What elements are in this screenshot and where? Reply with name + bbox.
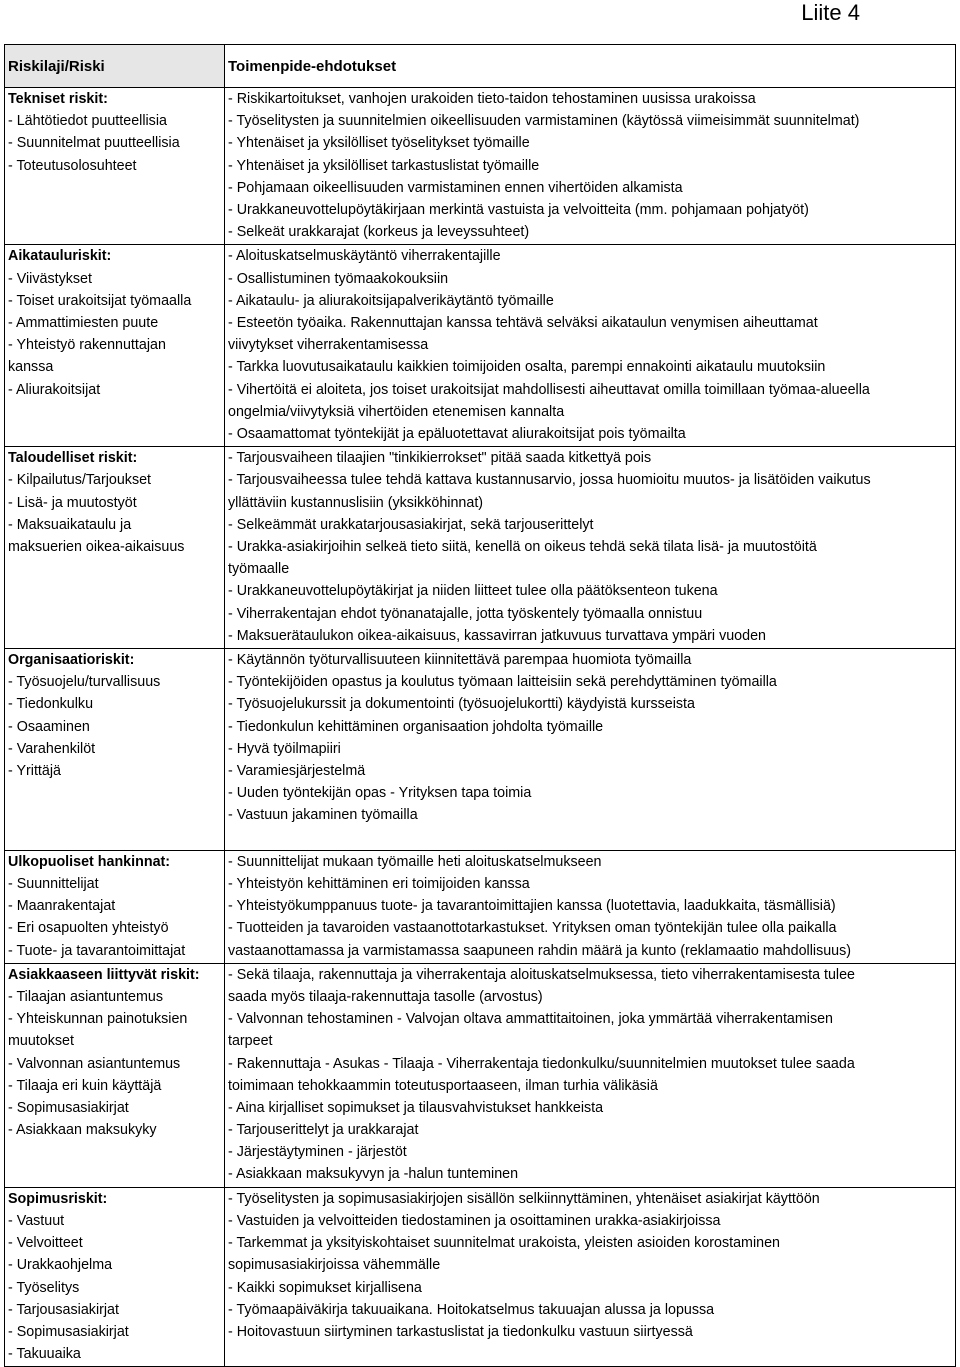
risk-item: - Työsuojelu/turvallisuus: [8, 674, 161, 691]
action-item: - Asiakkaan maksukyvyn ja -halun tunteminen: [228, 1166, 519, 1183]
action-item: - Hyvä työilmapiiri: [228, 740, 341, 757]
action-item: - Vastuun jakaminen työmailla: [228, 807, 418, 824]
table-row: [5, 1187, 956, 1367]
action-item: - Tuotteiden ja tavaroiden vastaanottotarkastukset. Yrityksen oman työntekijän tulee olla paikalla: [228, 920, 837, 937]
risk-category-title: Asiakkaaseen liittyvät riskit:: [8, 966, 200, 983]
risk-item: - Sopimusasiakirjat: [8, 1323, 129, 1340]
risk-item: - Yrittäjä: [8, 762, 61, 779]
risk-item: - Velvoitteet: [8, 1235, 83, 1252]
risk-table: [4, 44, 956, 1367]
risk-item: - Lähtötiedot puutteellisia: [8, 113, 167, 130]
risk-item: - Tarjousasiakirjat: [8, 1301, 119, 1318]
risk-item: - Vastuut: [8, 1212, 65, 1229]
risk-category-title: Taloudelliset riskit:: [8, 450, 138, 467]
action-item: - Aikataulu- ja aliurakoitsijapalverikäytäntö työmaille: [228, 292, 554, 309]
table-row: [5, 245, 956, 447]
action-cell: [225, 1187, 956, 1367]
action-item: - Urakka-asiakirjoihin selkeä tieto siitä, kenellä on oikeus tehdä sekä tilata lisä- ja muutostöitä: [228, 538, 817, 555]
action-item: ongelmia/viivytyksiä vihertöiden etenemisen kannalta: [228, 403, 565, 420]
action-item: saada myös tilaaja-rakennuttaja tasolle (arvostus): [228, 988, 543, 1005]
action-item: - Varamiesjärjestelmä: [228, 762, 366, 779]
header-actions: Toimenpide-ehdotukset: [225, 45, 956, 88]
action-item: vastaanottamassa ja varmistamassa saapuneen rahdin määrä ja kunto (reklamaatio mahdollisuus): [228, 942, 852, 959]
action-cell: [225, 648, 956, 850]
action-item: - Tarkka luovutusaikataulu kaikkien toimijoiden osalta, parempi ennakointi aikataulu muutoksiin: [228, 359, 826, 376]
action-cell: [225, 88, 956, 245]
action-item: - Tarjousvaiheen tilaajien "tinkikierrokset" pitää saada kitkettyä pois: [228, 450, 652, 467]
action-item: - Osallistuminen työmaakokouksiin: [228, 270, 449, 287]
risk-item: - Ammattimiesten puute: [8, 314, 159, 331]
risk-item: - Kilpailutus/Tarjoukset: [8, 472, 152, 489]
risk-category-title: Ulkopuoliset hankinnat:: [8, 853, 171, 870]
table-row: [5, 648, 956, 850]
action-item: - Tarjousvaiheessa tulee tehdä kattava kustannusarvio, jossa huomioitu muutos- ja lisätöiden vaikutus: [228, 472, 871, 489]
risk-category-title: Organisaatioriskit:: [8, 651, 135, 668]
action-item: - Osaamattomat työntekijät ja epäluotettavat aliurakoitsijat pois työmailta: [228, 425, 686, 442]
action-item: - Maksuerätaulukon oikea-aikaisuus, kassavirran jatkuvuus turvattava ympäri vuoden: [228, 627, 766, 644]
risk-item: - Tilaaja eri kuin käyttäjä: [8, 1077, 162, 1094]
action-item: - Yhteistyön kehittäminen eri toimijoiden kanssa: [228, 875, 530, 892]
risk-item: - Suunnitelmat puutteellisia: [8, 135, 180, 152]
action-item: - Vastuiden ja velvoitteiden tiedostaminen ja osoittaminen urakka-asiakirjoissa: [228, 1212, 721, 1229]
header-risk-type: Riskilaji/Riski: [5, 45, 225, 88]
action-item: - Pohjamaan oikeellisuuden varmistaminen ennen vihertöiden alkamista: [228, 179, 683, 196]
action-item: yllättäviin kustannuslisiin (yksikköhinnat): [228, 494, 484, 511]
risk-item: kanssa: [8, 359, 54, 376]
action-item: - Järjestäytyminen - järjestöt: [228, 1144, 407, 1161]
risk-item: - Takuuaika: [8, 1346, 81, 1363]
action-item: - Urakkaneuvottelupöytäkirjaan merkintä vastuista ja velvoitteita (mm. pohjamaan pohjatyöt): [228, 201, 809, 218]
risk-item: - Varahenkilöt: [8, 740, 96, 757]
risk-item: - Tiedonkulku: [8, 696, 94, 713]
risk-category-cell: [5, 648, 225, 850]
action-item: viivytykset viherrakentamisessa: [228, 337, 429, 354]
risk-item: - Urakkaohjelma: [8, 1257, 113, 1274]
action-item: - Tarkemmat ja yksityiskohtaiset suunnitelmat urakoista, yleisten asioiden korostaminen: [228, 1235, 781, 1252]
action-item: - Suunnittelijat mukaan työmaille heti aloituskatselmukseen: [228, 853, 602, 870]
risk-item: muutokset: [8, 1033, 74, 1050]
risk-item: - Sopimusasiakirjat: [8, 1099, 129, 1116]
risk-item: - Toteutusolosuhteet: [8, 157, 137, 174]
action-item: - Kaikki sopimukset kirjallisena: [228, 1279, 422, 1296]
action-item: - Työsuojelukurssit ja dokumentointi (työsuojelukortti) käydyistä kursseista: [228, 696, 695, 713]
risk-item: - Tilaajan asiantuntemus: [8, 988, 163, 1005]
risk-category-cell: [5, 1187, 225, 1367]
action-item: - Työselitysten ja sopimusasiakirjojen sisällön selkiinnyttäminen, yhtenäiset asiakirjat käyttöön: [228, 1190, 820, 1207]
risk-item: - Suunnittelijat: [8, 875, 99, 892]
action-item: - Yhtenäiset ja yksilölliset työselitykset työmaille: [228, 135, 530, 152]
appendix-label: Liite 4: [801, 0, 860, 25]
risk-item: - Yhteistyö rakennuttajan: [8, 337, 166, 354]
action-item: - Urakkaneuvottelupöytäkirjat ja niiden liitteet tulee olla päätöksenteon tukena: [228, 583, 718, 600]
action-item: - Käytännön työturvallisuuteen kiinnitettävä parempaa huomiota työmailla: [228, 651, 692, 668]
action-cell: [225, 245, 956, 447]
table-row: [5, 88, 956, 245]
table-row: [5, 447, 956, 649]
risk-category-title: Aikatauluriskit:: [8, 248, 112, 265]
action-item: - Aloituskatselmuskäytäntö viherrakentajille: [228, 248, 501, 265]
action-item: - Työselitysten ja suunnitelmien oikeellisuuden varmistaminen (käytössä viimeisimmät suunnitelmat): [228, 113, 860, 130]
risk-item: - Osaaminen: [8, 718, 90, 735]
action-item: sopimusasiakirjoissa vähemmälle: [228, 1257, 441, 1274]
action-item: työmaalle: [228, 561, 290, 578]
risk-category-cell: [5, 447, 225, 649]
risk-item: - Toiset urakoitsijat työmaalla: [8, 292, 192, 309]
action-item: - Sekä tilaaja, rakennuttaja ja viherrakentaja aloituskatselmuksessa, tieto viherrakentamisesta tulee: [228, 966, 856, 983]
action-item: - Tarjouserittelyt ja urakkarajat: [228, 1122, 419, 1139]
risk-category-cell: [5, 963, 225, 1187]
risk-item: - Työselitys: [8, 1279, 80, 1296]
risk-category-cell: [5, 245, 225, 447]
action-item: toimimaan tehokkaammin toteutusportaaseen, ilman turhia välikäsiä: [228, 1077, 658, 1094]
table-row: [5, 850, 956, 963]
action-item: - Työntekijöiden opastus ja koulutus työmaan laitteisiin sekä perehdyttäminen työmailla: [228, 674, 777, 691]
risk-item: - Aliurakoitsijat: [8, 381, 101, 398]
action-item: - Selkeämmät urakkatarjousasiakirjat, sekä tarjouserittelyt: [228, 516, 594, 533]
action-cell: [225, 850, 956, 963]
action-item: - Selkeät urakkarajat (korkeus ja leveyssuhteet): [228, 224, 530, 241]
risk-category-cell: [5, 850, 225, 963]
action-item: - Yhteistyökumppanuus tuote- ja tavarantoimittajien kanssa (luotettavia, laadukkaita, täsmällisiä): [228, 898, 836, 915]
risk-category-title: Sopimusriskit:: [8, 1190, 108, 1207]
action-item: - Viherrakentajan ehdot työnanatajalle, jotta työskentely työmaalla onnistuu: [228, 605, 703, 622]
action-item: - Hoitovastuun siirtyminen tarkastuslistat ja tiedonkulku vastuun siirtyessä: [228, 1323, 693, 1340]
action-cell: [225, 447, 956, 649]
action-item: - Yhtenäiset ja yksilölliset tarkastuslistat työmaille: [228, 157, 540, 174]
action-item: tarpeet: [228, 1033, 273, 1050]
risk-item: - Maksuaikataulu ja: [8, 516, 132, 533]
risk-item: - Asiakkaan maksukyky: [8, 1122, 157, 1139]
action-item: - Riskikartoitukset, vanhojen urakoiden tieto-taidon tehostaminen uusissa urakoissa: [228, 91, 756, 107]
table-header-row: [5, 45, 956, 88]
action-item: - Vihertöitä ei aloiteta, jos toiset urakoitsijat mahdollisesti aiheuttavat omilla toimillaan työmaa-alueella: [228, 381, 870, 398]
risk-item: - Lisä- ja muutostyöt: [8, 494, 137, 511]
risk-item: maksuerien oikea-aikaisuus: [8, 538, 185, 555]
risk-item: - Yhteiskunnan painotuksien: [8, 1011, 188, 1028]
action-item: - Työmaapäiväkirja takuuaikana. Hoitokatselmus takuuajan alussa ja lopussa: [228, 1301, 715, 1318]
risk-item: - Eri osapuolten yhteistyö: [8, 920, 169, 937]
action-item: - Aina kirjalliset sopimukset ja tilausvahvistukset hankkeista: [228, 1099, 604, 1116]
action-cell: [225, 963, 956, 1187]
risk-item: - Viivästykset: [8, 270, 92, 287]
action-item: - Esteetön työaika. Rakennuttajan kanssa tehtävä selväksi aikataulun venymisen aiheuttamat: [228, 314, 818, 331]
risk-item: - Valvonnan asiantuntemus: [8, 1055, 181, 1072]
action-item: - Valvonnan tehostaminen - Valvojan oltava ammattitaitoinen, joka ymmärtää viherrakentamisen: [228, 1011, 834, 1028]
action-item: - Uuden työntekijän opas - Yrityksen tapa toimia: [228, 785, 532, 802]
risk-category-title: Tekniset riskit:: [8, 91, 108, 107]
table-row: [5, 963, 956, 1187]
risk-item: - Tuote- ja tavarantoimittajat: [8, 942, 186, 959]
action-item: - Rakennuttaja - Asukas - Tilaaja - Viherrakentaja tiedonkulku/suunnitelmien muutokset tulee saada: [228, 1055, 855, 1072]
action-item: - Tiedonkulun kehittäminen organisaation johdolta työmaille: [228, 718, 604, 735]
risk-category-cell: [5, 88, 225, 245]
risk-item: - Maanrakentajat: [8, 898, 116, 915]
